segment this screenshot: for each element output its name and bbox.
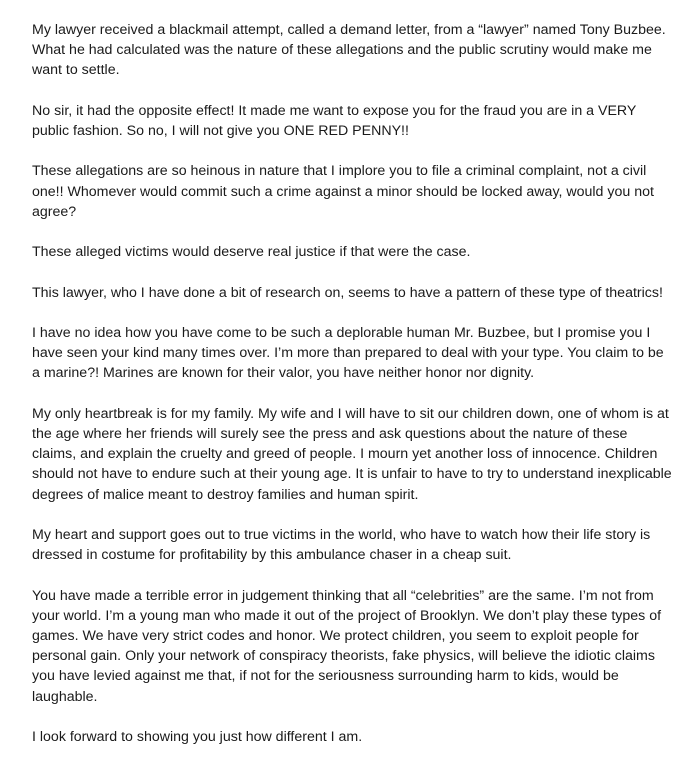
document-body (32, 20, 672, 767)
paragraph-criminal-complaint: These allegations are so heinous in nature that I implore you to file a criminal complaint, not a civil one!! Whomever would commit such a crime against a minor should be locked away, would you not agree? (32, 163, 654, 220)
paragraph-terrible-error: You have made a terrible error in judgement thinking that all “celebrities” are the same. I’m not from your world. I’m a young man who made it out of the project of Brooklyn. We don’t play these types of games. We have very strict codes and honor. We protect children, you seem to exploit people for personal gain. Only your network of conspiracy theorists, fake physics, will believe the idiotic claims you have levied against me that, if not for the seriousness surrounding harm to kids, would be laughable. (32, 587, 662, 705)
paragraph-family-heartbreak: My only heartbreak is for my family. My wife and I will have to sit our children down, one of whom is at the age where her friends will surely see the press and ask questions about the nature of these claims, and explain the cruelty and greed of people. I mourn yet another loss of innocence. Children should not have to endure such at their young age. It is unfair to have to try to understand inexplicable degrees of malice meant to destroy families and human spirit. (32, 405, 672, 503)
paragraph-pattern-of-theatrics: This lawyer, who I have done a bit of research on, seems to have a pattern of these type of theatrics! (32, 284, 663, 301)
paragraph-closing: I look forward to showing you just how different I am. (32, 728, 363, 745)
paragraph-demand-letter: My lawyer received a blackmail attempt, called a demand letter, from a “lawyer” named Tony Buzbee. What he had calculated was the nature of these allegations and the public scrutiny would make me want to settle. (32, 22, 666, 79)
paragraph-opposite-effect: No sir, it had the opposite effect! It made me want to expose you for the fraud you are in a VERY public fashion. So no, I will not give you ONE RED PENNY!! (32, 102, 637, 139)
paragraph-true-victims: My heart and support goes out to true victims in the world, who have to watch how their life story is dressed in costume for profitability by this ambulance chaser in a cheap suit. (32, 526, 651, 564)
paragraph-real-justice: These alleged victims would deserve real justice if that were the case. (32, 244, 471, 261)
paragraph-deplorable-human: I have no idea how you have come to be such a deplorable human Mr. Buzbee, but I promise you I have seen your kind many times over. I’m more than prepared to deal with your type. You claim to be a marine?! Marines are known for their valor, you have neither honor nor dignity. (32, 324, 664, 382)
